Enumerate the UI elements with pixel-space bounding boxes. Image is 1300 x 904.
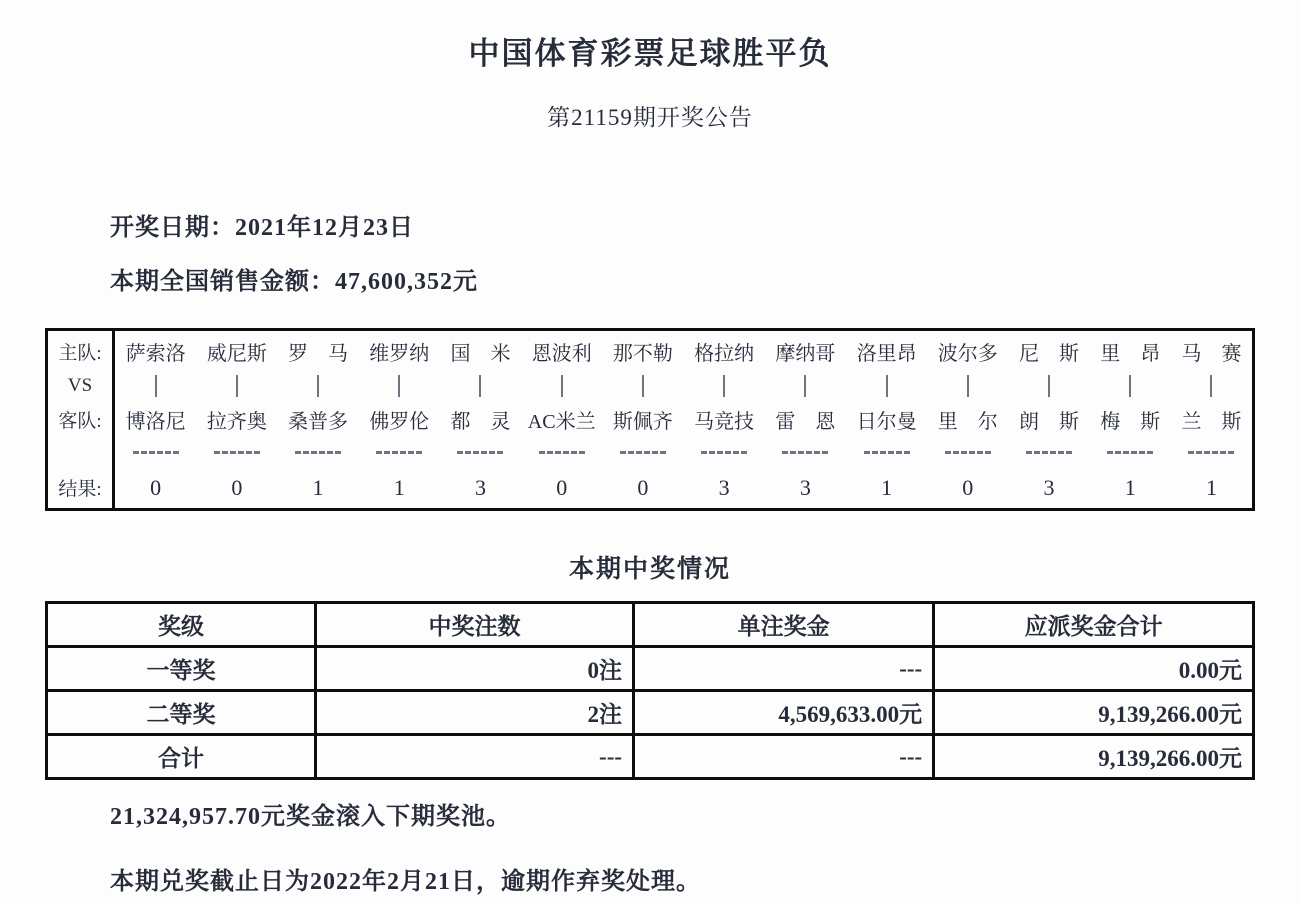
away-team-name: 梅 斯 bbox=[1100, 410, 1161, 433]
match-column bbox=[277, 331, 358, 508]
away-team-name: 拉齐奥 bbox=[206, 410, 267, 433]
vs-separator-bar bbox=[236, 375, 238, 397]
match-result: 3 bbox=[799, 474, 811, 500]
vs-separator-cell bbox=[765, 371, 846, 401]
total-payout-header: 应派奖金合计 bbox=[934, 603, 1254, 647]
dashed-separator-cell bbox=[115, 437, 196, 467]
vs-separator-cell bbox=[277, 371, 358, 401]
vs-separator-cell bbox=[359, 371, 440, 401]
winning-bets-header: 中奖注数 bbox=[315, 603, 633, 647]
match-result: 1 bbox=[393, 474, 405, 500]
home-team-name: 萨索洛 bbox=[125, 342, 186, 365]
home-team-name: 恩波利 bbox=[531, 342, 592, 365]
dashed-separator-cell bbox=[927, 437, 1008, 467]
away-team-name: 博洛尼 bbox=[125, 410, 186, 433]
winning-bets-cell: 2注 bbox=[315, 691, 633, 735]
dashed-separator-line bbox=[782, 451, 828, 454]
home-team-name: 马 赛 bbox=[1181, 342, 1242, 365]
vs-separator-cell bbox=[115, 371, 196, 401]
vs-separator-bar bbox=[1129, 375, 1131, 397]
away-team-name: 雷 恩 bbox=[775, 410, 836, 433]
dashed-separator-cell bbox=[602, 437, 683, 467]
vs-separator-cell bbox=[602, 371, 683, 401]
home-row-label: 主队: bbox=[58, 342, 102, 364]
dashed-separator-line bbox=[620, 451, 666, 454]
total-payout-cell: 9,139,266.00元 bbox=[934, 735, 1254, 779]
match-column bbox=[602, 331, 683, 508]
single-prize-cell: 4,569,633.00元 bbox=[634, 691, 934, 735]
dashed-separator-line bbox=[1026, 451, 1072, 454]
dashed-separator-line bbox=[133, 451, 179, 454]
match-column bbox=[1171, 331, 1252, 508]
dashed-separator-cell bbox=[765, 437, 846, 467]
vs-separator-cell bbox=[440, 371, 521, 401]
match-column bbox=[440, 331, 521, 508]
away-team-name: 朗 斯 bbox=[1019, 410, 1080, 433]
vs-separator-bar bbox=[1210, 375, 1212, 397]
match-result: 0 bbox=[231, 474, 243, 500]
dashed-separator-line bbox=[376, 451, 422, 454]
dashed-separator-line bbox=[214, 451, 260, 454]
dashed-separator-cell bbox=[1171, 437, 1252, 467]
match-result: 0 bbox=[556, 474, 568, 500]
winning-bets-cell: --- bbox=[315, 735, 633, 779]
vs-separator-cell bbox=[196, 371, 277, 401]
vs-separator-cell bbox=[521, 371, 602, 401]
away-team-name: AC米兰 bbox=[527, 410, 596, 433]
match-results-table bbox=[45, 328, 1255, 511]
match-result: 1 bbox=[881, 474, 893, 500]
away-team-name: 桑普多 bbox=[288, 410, 349, 433]
vs-separator-bar bbox=[967, 375, 969, 397]
match-result: 3 bbox=[474, 474, 486, 500]
prize-table-row bbox=[47, 735, 1254, 779]
match-result: 3 bbox=[718, 474, 730, 500]
away-team-name: 斯佩齐 bbox=[612, 410, 673, 433]
vs-separator-bar bbox=[1048, 375, 1050, 397]
prize-section-title: 本期中奖情况 bbox=[568, 556, 731, 583]
match-column bbox=[927, 331, 1008, 508]
dashed-separator-line bbox=[457, 451, 503, 454]
deadline-line: 本期兑奖截止日为2022年2月21日，逾期作弃奖处理。 bbox=[110, 869, 701, 895]
home-team-name: 国 米 bbox=[450, 342, 511, 365]
vs-separator-bar bbox=[317, 375, 319, 397]
dashed-separator-cell bbox=[846, 437, 927, 467]
winning-bets-cell: 0注 bbox=[315, 647, 633, 691]
prize-level-cell: 二等奖 bbox=[47, 691, 316, 735]
vs-separator-bar bbox=[479, 375, 481, 397]
prize-level-cell: 合计 bbox=[47, 735, 316, 779]
home-team-name: 摩纳哥 bbox=[775, 342, 836, 365]
home-team-name: 里 昂 bbox=[1100, 342, 1161, 365]
prize-table-row bbox=[47, 647, 1254, 691]
dashed-separator-line bbox=[864, 451, 910, 454]
single-prize-cell: --- bbox=[634, 735, 934, 779]
match-column bbox=[1008, 331, 1089, 508]
prize-level-header: 奖级 bbox=[47, 603, 316, 647]
dashed-separator-cell bbox=[359, 437, 440, 467]
match-result: 0 bbox=[962, 474, 974, 500]
dashed-separator-cell bbox=[1008, 437, 1089, 467]
vs-separator-bar bbox=[886, 375, 888, 397]
away-team-name: 佛罗伦 bbox=[369, 410, 430, 433]
single-prize-header: 单注奖金 bbox=[634, 603, 934, 647]
home-team-name: 格拉纳 bbox=[694, 342, 755, 365]
vs-separator-cell bbox=[846, 371, 927, 401]
prize-level-cell: 一等奖 bbox=[47, 647, 316, 691]
dashed-separator-cell bbox=[521, 437, 602, 467]
away-team-name: 都 灵 bbox=[450, 410, 511, 433]
match-column bbox=[359, 331, 440, 508]
dashed-separator-cell bbox=[684, 437, 765, 467]
single-prize-cell: --- bbox=[634, 647, 934, 691]
spacer-row bbox=[48, 437, 112, 467]
result-row-label: 结果: bbox=[58, 479, 102, 500]
home-team-name: 威尼斯 bbox=[206, 342, 267, 365]
dashed-separator-line bbox=[945, 451, 991, 454]
vs-row-label: VS bbox=[67, 375, 93, 396]
vs-separator-cell bbox=[927, 371, 1008, 401]
vs-separator-cell bbox=[1090, 371, 1171, 401]
home-team-name: 维罗纳 bbox=[369, 342, 430, 365]
home-team-name: 洛里昂 bbox=[856, 342, 917, 365]
dashed-separator-cell bbox=[1090, 437, 1171, 467]
match-column bbox=[521, 331, 602, 508]
vs-separator-cell bbox=[1008, 371, 1089, 401]
match-column bbox=[115, 331, 196, 508]
away-team-name: 里 尔 bbox=[937, 410, 998, 433]
dashed-separator-cell bbox=[196, 437, 277, 467]
dashed-separator-line bbox=[701, 451, 747, 454]
dashed-separator-line bbox=[1107, 451, 1153, 454]
draw-date-line: 开奖日期：2021年12月23日 bbox=[110, 215, 414, 241]
vs-separator-cell bbox=[1171, 371, 1252, 401]
total-payout-cell: 0.00元 bbox=[934, 647, 1254, 691]
home-team-name: 那不勒 bbox=[612, 342, 673, 365]
prize-table-row bbox=[47, 691, 1254, 735]
page-title: 中国体育彩票足球胜平负 bbox=[468, 36, 832, 71]
match-column bbox=[765, 331, 846, 508]
away-team-name: 马竞技 bbox=[694, 410, 755, 433]
match-column bbox=[846, 331, 927, 508]
match-result: 1 bbox=[312, 474, 324, 500]
away-row-label: 客队: bbox=[58, 410, 102, 432]
match-result: 0 bbox=[150, 474, 162, 500]
away-team-name: 日尔曼 bbox=[856, 410, 917, 433]
home-team-name: 波尔多 bbox=[937, 342, 998, 365]
prize-header-row bbox=[47, 603, 1254, 647]
vs-separator-bar bbox=[642, 375, 644, 397]
match-result: 1 bbox=[1205, 474, 1217, 500]
match-column bbox=[196, 331, 277, 508]
dashed-separator-line bbox=[295, 451, 341, 454]
vs-separator-bar bbox=[723, 375, 725, 397]
match-result: 1 bbox=[1124, 474, 1136, 500]
prize-table bbox=[45, 601, 1255, 780]
total-payout-cell: 9,139,266.00元 bbox=[934, 691, 1254, 735]
vs-separator-bar bbox=[155, 375, 157, 397]
vs-separator-bar bbox=[561, 375, 563, 397]
away-team-name: 兰 斯 bbox=[1181, 410, 1242, 433]
match-column bbox=[684, 331, 765, 508]
vs-separator-cell bbox=[684, 371, 765, 401]
vs-separator-bar bbox=[398, 375, 400, 397]
sales-amount-line: 本期全国销售金额：47,600,352元 bbox=[110, 269, 478, 295]
announcement-page bbox=[0, 28, 1300, 904]
match-column bbox=[1090, 331, 1171, 508]
vs-separator-bar bbox=[804, 375, 806, 397]
home-team-name: 尼 斯 bbox=[1019, 342, 1080, 365]
issue-subtitle: 第21159期开奖公告 bbox=[547, 105, 753, 130]
dashed-separator-line bbox=[539, 451, 585, 454]
match-result: 0 bbox=[637, 474, 649, 500]
prize-table-body bbox=[47, 647, 1254, 779]
dashed-separator-cell bbox=[440, 437, 521, 467]
dashed-separator-line bbox=[1188, 451, 1234, 454]
dashed-separator-cell bbox=[277, 437, 358, 467]
home-team-name: 罗 马 bbox=[288, 342, 349, 365]
match-table-row-labels bbox=[48, 331, 115, 508]
match-result: 3 bbox=[1043, 474, 1055, 500]
rollover-line: 21,324,957.70元奖金滚入下期奖池。 bbox=[110, 804, 511, 830]
